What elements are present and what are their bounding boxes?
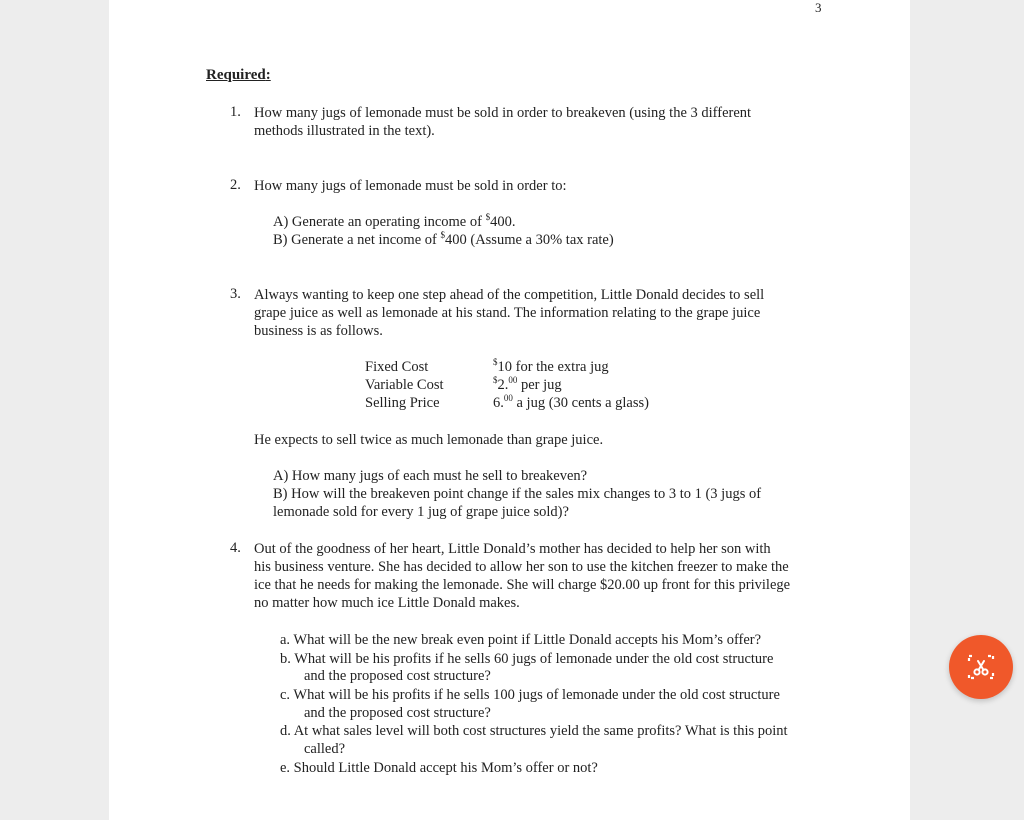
variable-cost-value: $2.00 per jug [493, 375, 562, 393]
scissors-crop-icon [966, 652, 996, 682]
question-4-part-c-line-1: c. What will be his profits if he sells 100 jugs of lemonade under the old cost structure [280, 687, 780, 703]
question-4-part-c-line-2: and the proposed cost structure? [304, 705, 491, 721]
question-2-text: How many jugs of lemonade must be sold in order to: [254, 178, 567, 194]
question-1-number: 1. [230, 104, 241, 120]
fixed-cost-label: Fixed Cost [365, 359, 429, 375]
question-4-part-d-line-1: d. At what sales level will both cost structures yield the same profits? What is this point [280, 723, 788, 739]
fixed-cost-value: $10 for the extra jug [493, 357, 609, 375]
question-4-line-3: ice that he needs for making the lemonade. She will charge $20.00 up front for this privilege [254, 577, 791, 593]
selling-price-label: Selling Price [365, 395, 440, 411]
page-number: 3 [815, 0, 822, 15]
question-2-part-a: A) Generate an operating income of $400. [273, 212, 516, 230]
question-2-part-b: B) Generate a net income of $400 (Assume a 30% tax rate) [273, 230, 614, 248]
question-4-part-d-line-2: called? [304, 741, 346, 757]
question-4-part-e: e. Should Little Donald accept his Mom’s offer or not? [280, 760, 598, 776]
question-3-line-2: grape juice as well as lemonade at his stand. The information relating to the grape juice [254, 305, 761, 321]
question-4-line-4: no matter how much ice Little Donald makes. [254, 595, 520, 611]
question-1-line-1: How many jugs of lemonade must be sold in order to breakeven (using the 3 different [254, 105, 752, 121]
question-3-part-b-line-1: B) How will the breakeven point change if the sales mix changes to 3 to 1 (3 jugs of [273, 486, 762, 502]
question-4-line-2: his business venture. She has decided to allow her son to use the kitchen freezer to make the [254, 559, 789, 575]
question-3-part-a: A) How many jugs of each must he sell to breakeven? [273, 468, 588, 484]
required-heading: Required: [206, 67, 271, 83]
screenshot-clip-button[interactable] [949, 635, 1013, 699]
question-1-line-2: methods illustrated in the text). [254, 123, 435, 139]
question-4-line-1: Out of the goodness of her heart, Little Donald’s mother has decided to help her son with [254, 541, 771, 557]
document-page [109, 0, 910, 820]
question-3-expectation: He expects to sell twice as much lemonade than grape juice. [254, 432, 604, 448]
selling-price-value: 6.00 a jug (30 cents a glass) [493, 393, 649, 411]
question-3-line-3: business is as follows. [254, 323, 383, 339]
question-4-number: 4. [230, 540, 241, 556]
question-3-number: 3. [230, 286, 241, 302]
question-3-part-b-line-2: lemonade sold for every 1 jug of grape juice sold)? [273, 504, 569, 520]
question-4-part-b-line-1: b. What will be his profits if he sells 60 jugs of lemonade under the old cost structure [280, 651, 774, 667]
variable-cost-label: Variable Cost [365, 377, 444, 393]
question-4-part-b-line-2: and the proposed cost structure? [304, 668, 491, 684]
question-4-part-a: a. What will be the new break even point if Little Donald accepts his Mom’s offer? [280, 632, 762, 648]
question-2-number: 2. [230, 177, 241, 193]
question-3-line-1: Always wanting to keep one step ahead of the competition, Little Donald decides to sell [254, 287, 765, 303]
